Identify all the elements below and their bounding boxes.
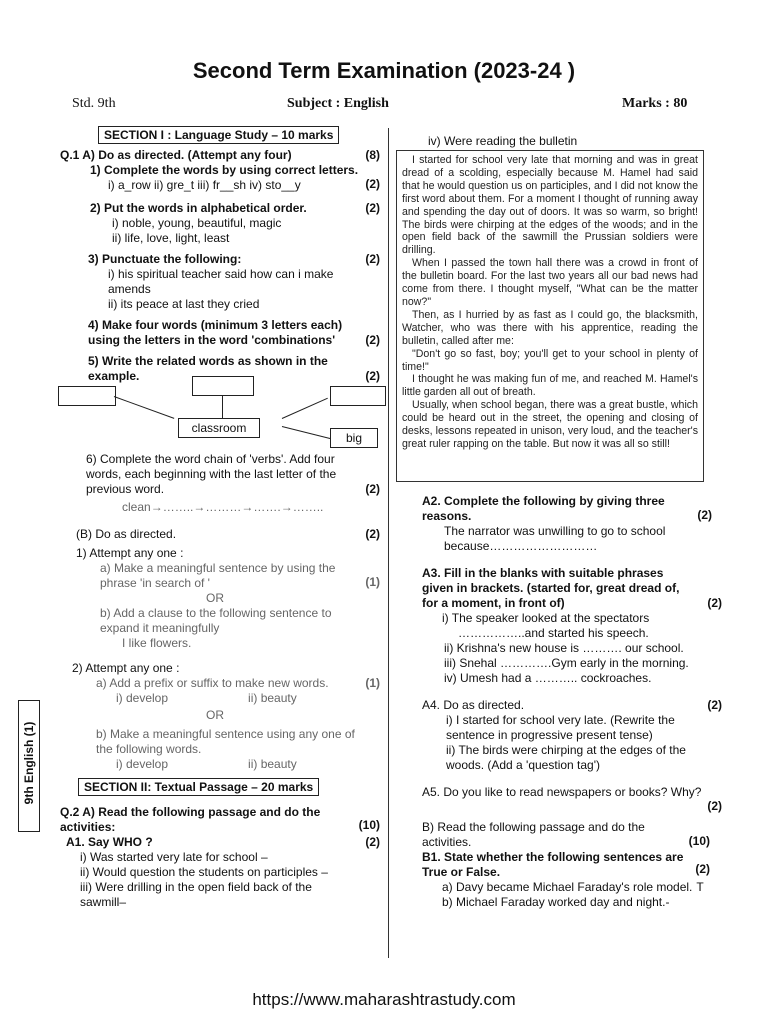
web-box-top <box>192 376 254 396</box>
a2-line2: because……………………… <box>444 539 598 553</box>
a3-heading: A3. Fill in the blanks with suitable phrases given in brackets. (started for, great dread of, for a moment, in front of) (2) <box>422 566 722 610</box>
a3-question-i: i) The speaker looked at the spectators <box>442 611 650 625</box>
a3-question-iv: iv) Umesh had a ……….. cockroaches. <box>444 671 652 685</box>
q1b-part2-b: b) Make a meaningful sentence using any one of the following words. <box>96 727 355 756</box>
q1-item2-line1: i) noble, young, beautiful, magic <box>112 216 282 230</box>
b1-answer-a: T <box>696 880 704 894</box>
q1b-part2-a-words: i) develop ii) beauty <box>116 691 297 705</box>
q1b-part1-a: a) Make a meaningful sentence by using the phrase 'in search of ' (1) <box>100 561 380 590</box>
passage-paragraph: When I passed the town hall there was a crowd in front of the bulletin board. For the last two years all our bad news had come from there. I thought myself, "What can be the matter now?" <box>402 257 698 308</box>
q1b-part1-b: b) Add a clause to the following sentence to expand it meaningfully <box>100 606 332 635</box>
a2-line1: The narrator was unwilling to go to school <box>444 524 666 538</box>
q1-item6-chain: clean→……..→………→…….→…….. <box>122 500 324 514</box>
a4-question-i: i) I started for school very late. (Rewrite the sentence in progressive present tense) <box>446 713 675 742</box>
q1b-part1-b-sentence: I like flowers. <box>122 636 192 650</box>
q1-item4: 4) Make four words (minimum 3 letters each) using the letters in the word 'combinations' (2) <box>88 318 380 347</box>
q2a-heading: Q.2 A) Read the following passage and do the activities: (10) <box>60 805 380 834</box>
q1-item2-line2: ii) life, love, light, least <box>112 231 230 245</box>
a5-heading: A5. Do you like to read newspapers or books? Why? (2) <box>422 785 722 813</box>
q1a-heading: Q.1 A) Do as directed. (Attempt any four) (8) <box>60 148 380 162</box>
exam-title: Second Term Examination (2023-24 ) <box>192 58 576 83</box>
a1-heading: A1. Say WHO ? (2) <box>66 835 380 849</box>
b1-heading: B1. State whether the following sentences are True or False. (2) <box>422 850 710 879</box>
a3-question-iii: iii) Snehal ………….Gym early in the morning. <box>444 656 689 670</box>
a4-heading: A4. Do as directed. (2) <box>422 698 722 712</box>
q1b-part2-title: 2) Attempt any one : <box>72 661 180 675</box>
b1-statement-a: a) Davy became Michael Faraday's role model. T <box>442 880 704 894</box>
reading-passage <box>396 150 704 482</box>
subject-side-tab: 9th English (1) <box>18 700 40 832</box>
b1-statement-b: b) Michael Faraday worked day and night.- <box>442 895 670 909</box>
section2-heading: SECTION II: Textual Passage – 20 marks <box>78 778 319 796</box>
a1-question-iii: iii) Were drilling in the open field back of the sawmill– <box>80 880 312 909</box>
passage-paragraph: I started for school very late that morning and was in great dread of a scolding, especially because M. Hamel had said that he would question us on participles, and I did not know the first word about them. For a moment I thought of running away and spending the day out of doors. It was so warm, so bright! The birds were chirping at the edges of the woods; and in the open field back of the sawmill the Prussian soldiers were drilling. <box>402 154 698 257</box>
column-divider <box>388 128 389 958</box>
q1b-heading: (B) Do as directed. (2) <box>76 527 380 541</box>
passage-paragraph: "Don't go so fast, boy; you'll get to your school in plenty of time!" <box>402 347 698 373</box>
footer-url[interactable]: https://www.maharashtrastudy.com <box>252 990 516 1009</box>
marks-label: Marks : 80 <box>622 96 688 111</box>
a1-question-iv: iv) Were reading the bulletin <box>428 134 578 148</box>
a4-question-ii: ii) The birds were chirping at the edges of the woods. (Add a 'question tag') <box>446 743 686 772</box>
subject-label: Subject : English <box>287 96 389 111</box>
q1-item3: 3) Punctuate the following: (2) <box>88 252 380 266</box>
web-box-right <box>330 386 386 406</box>
q1-item1-words: i) a_row ii) gre_t iii) fr__sh iv) sto__y <box>108 178 301 192</box>
q1-item5: 5) Write the related words as shown in the example. (2) <box>88 354 380 383</box>
a2-heading: A2. Complete the following by giving three reasons. (2) <box>422 494 712 523</box>
web-center-box: classroom <box>178 418 260 438</box>
q1-item1: 1) Complete the words by using correct letters. (2) <box>90 163 380 191</box>
q1-item3-line2: ii) its peace at last they cried <box>108 297 260 311</box>
passage-paragraph: I thought he was making fun of me, and reached M. Hamel's little garden all out of breath. <box>402 373 698 399</box>
web-example-box: big <box>330 428 378 448</box>
section1-heading: SECTION I : Language Study – 10 marks <box>98 126 339 144</box>
a3-question-i-cont: ……………..and started his speech. <box>458 626 649 640</box>
q1b-part2-or: OR <box>206 708 224 722</box>
q1-item3-line1: i) his spiritual teacher said how can i make amends <box>108 267 334 296</box>
std-label: Std. 9th <box>72 96 116 111</box>
word-web <box>60 384 380 448</box>
a1-question-ii: ii) Would question the students on participles – <box>80 865 328 879</box>
q1b-part2-b-words: i) develop ii) beauty <box>116 757 297 771</box>
left-column <box>60 128 380 910</box>
right-column <box>422 494 722 910</box>
b-heading: B) Read the following passage and do the activities. (10) <box>422 820 710 849</box>
q1-item2: 2) Put the words in alphabetical order. (2) <box>90 201 380 215</box>
passage-paragraph: Then, as I hurried by as fast as I could go, the blacksmith, Watcher, who was there with his apprentice, reading the bulletin, called after me: <box>402 308 698 347</box>
a3-question-ii: ii) Krishna's new house is ………. our school. <box>444 641 684 655</box>
web-box-left <box>58 386 116 406</box>
q1b-part2-a: a) Add a prefix or suffix to make new words. (1) <box>96 676 380 690</box>
q1-item6: 6) Complete the word chain of 'verbs'. Add four words, each beginning with the last letter of the previous word. (2) <box>86 452 380 496</box>
q1b-part1-title: 1) Attempt any one : <box>76 546 184 560</box>
passage-paragraph: Usually, when school began, there was a great bustle, which could be heard out in the street, the opening and closing of desks, lessons repeated in unison, very loud, and the teacher's great ruler rapping on the table. But now it was all so still! <box>402 399 698 450</box>
b1-answer-b: - <box>665 895 670 909</box>
a1-question-i: i) Was started very late for school – <box>80 850 268 864</box>
q1b-part1-or: OR <box>206 591 224 605</box>
